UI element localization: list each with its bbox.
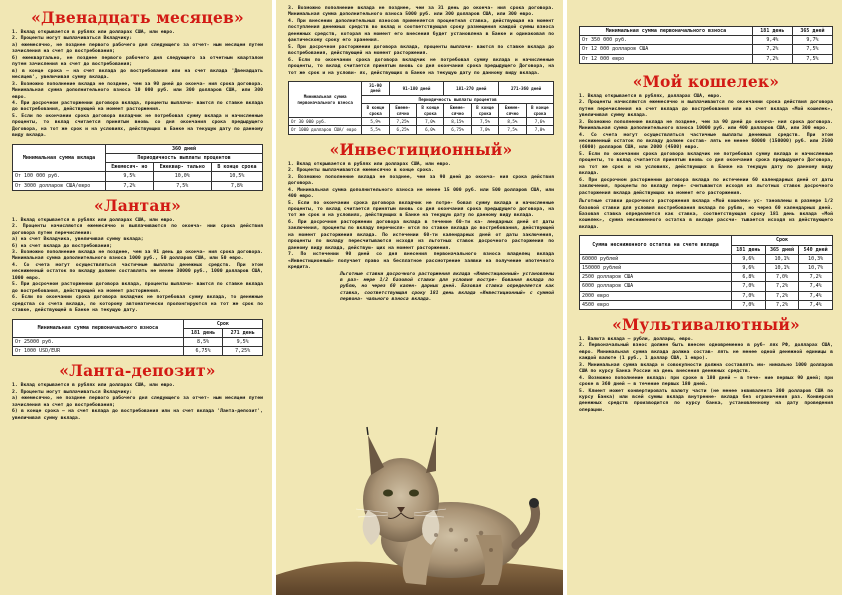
th-month: Ежеме- сячно [389, 104, 416, 118]
th-end: В конце срока [417, 104, 444, 118]
table-row: От 1000 долларов США/ евро 5,5% 6,25% 6,0% 6,75% 7,0% 7,5% 7,0% [289, 126, 554, 134]
rates-table-dvenadtsat [12, 144, 263, 191]
th-quarterly: Ежеквар- тально [153, 163, 211, 172]
th-month: Ежеме- сячно [444, 104, 471, 118]
section-text-lanta-depozit-cont: 3. Возможно пополнение вклада не позднее, чем за 31 день до оконча- ния срока договора. Минимальная сумма дополнительного взноса 5000 руб. или 300 долларов США, или 300 евро. 4. При внесении дополнительных взносов применяется процентная ставка, действующая на момент поступления денежных средств во вклад и соответствующая сроку размещения каждой суммы взноса денежных средств, которая на момент его внесения будет установлена в Банке и одинаковая по фактическому сроку его хранения. 5. При досрочном расторжении договора вклада, проценты выплачи- ваются по ставке вклада до востребования, действующей на момент расторжения. 6. Если по окончании срока договора вкладчик не потребовал сумму вклада и начисленные проценты, то вклад считается принятым вновь со дня окончания срока предыдущего Договора, на тот же срок и на услови- ях, действующих в Банке на текущую дату по данному виду вклада. [288, 6, 554, 76]
th-term: Срок [183, 319, 262, 328]
th-365: 365 дней [792, 27, 832, 36]
table-row: От 25000 руб. 8,5% 9,5% [13, 337, 263, 346]
section-text-multi: 1. Валюта вклада — рубли, доллары, евро. 2. Первоначальный взнос должен быть внесен одновременно в руб- лях РФ, долларах США, евро. Минимальная сумма вклада должна состав- лять не менее одной денежной единицы в каждой валюте (1 руб., 1 доллар США, 1 евро). 3. Минимальная сумма вклада и совокупности должна составлять ми- нимально 1000 долларов США по курсу Банка России на день внесения денежных средств. 4. Возможно пополнение вклада: при сроке в 180 дней — в тече- ние первых 90 дней; при сроке в 360 дней — в течение первых 180 дней. 5. Клиент может конвертировать валюту части (не менее эквивалента 300 долларов США по курсу Банка) или всей суммы вклада внутренне- вклада без ограничения раз. Конверсия денежных средств производится по курсу банка, установленному на дату проведения операции. [579, 336, 833, 413]
section-title-dvenadtsat: «Двенадцать месяцев» [31, 8, 244, 27]
section-note-koshelek: Льготные ставки досрочного расторжения вклада «Мой кошелек» ус- тановлены в размере 1/2 базовой ставки для условия востребования вклада по рублю, но через 60 календарных дней. Базовая ставка определяется как ставка, соответствующая сроку 181 день вклада «Мой кошелек», сумма несниженного остатка в вкладе рассчи- тывается исходя из действующего вклада. [579, 199, 833, 230]
th-181: 181 день [732, 245, 766, 254]
section-title-invest: «Инвестиционный» [329, 139, 513, 159]
rates-table-koshelek [579, 235, 833, 310]
th-order: Периодичность выплаты процентов [106, 153, 263, 162]
table-row: От 1000 USD/EUR 6,75% 7,25% [13, 347, 263, 356]
th-181: 181 день [183, 328, 223, 337]
th-min-sum: Минимальная сумма первоначального взноса [580, 27, 753, 36]
th-month: Ежеме- сячно [499, 104, 526, 118]
th-91-180: 91-180 дней [389, 81, 444, 95]
th-181-270: 181-270 дней [444, 81, 499, 95]
th-271: 271 день [223, 328, 263, 337]
th-365: 365 дней [765, 245, 799, 254]
th-min-sum: Минимальная сумма вклада [13, 144, 106, 172]
table-row: 2000 евро 7,0% 7,2% 7,4% [580, 291, 833, 300]
column-middle [276, 0, 567, 595]
th-term: Срок [732, 236, 833, 245]
th-end: В конце срока [471, 104, 498, 118]
section-text-invest: 1. Вклад открывается в рублях или долларах США, или евро. 2. Проценты выплачиваются ежемесячно в конце срока. 3. Возможно пополнение вклада не позднее, чем за 90 дней до оконча- ния срока действия договора. 4. Минимальная сумма дополнительного взноса не менее 15 000 руб. или 500 долларов США, или 400 евро. 5. Если по окончании срока договора вкладчик не потре- бовал сумму вклада и начисленные проценты, то вклад считается принятым вновь со дня окончания срока предыдущего договора, на тот же срок и на условиях, действующих в Банке на текущую дату по данному виду вклада. 6. При досрочном расторжении договора вклада в течение 60-ти ка- лендарных дней от даты заключения, проценты по вкладу перечисля- ются по ставке вклада до востребования, действующей на момент расторжения вклада. По истечении 60-ти календарных дней от даты заключения, проценты по вкладу пересчитываются исходя из льготных ставок досрочного расторжения по данному виду вклада, действую- щих на момент расторжения. 7. По истечении 90 дней со дня внесения первоначального взноса владелец вклада «Инвестиционный» получает право на бесплатное рассмотрение заявки на получение ипотечного кредита. [288, 161, 554, 271]
table-row: От 100 000 руб. 9,5% 10,0% 10,5% [13, 172, 263, 181]
th-end: В конце срока [526, 104, 553, 118]
column-left [0, 0, 276, 595]
th-min-sum: Минимальная сумма первоначального взноса [13, 319, 184, 337]
table-row: 6000 долларов США 7,0% 7,2% 7,4% [580, 282, 833, 291]
column-right [567, 0, 842, 595]
th-181: 181 день [752, 27, 792, 36]
section-note-invest: Льготные ставки досрочного расторжения вклада «Инвестиционный» установлены в раз- мере 1/2 базовой ставки для условия востре- бования вклада по рублю, но через 60 кален- дарных дней. Базовая ставка определяется как ставка, соответствующая сроку 181 день вклада «Инвестиционный» с суммой первона- чального взноса вклада. [340, 271, 554, 303]
table-row: От 30 000 руб. 5,9% 7,25% 7,0% 8,15% 7,5% 8,5% 7,6% [289, 118, 554, 126]
th-monthly: Ежемесяч- но [106, 163, 154, 172]
th-end: В конце срока [211, 163, 262, 172]
th-days: 360 дней [106, 144, 263, 153]
rates-table-invest [579, 26, 833, 64]
rates-table-lantan [12, 319, 263, 357]
th-31-90: 31-90 дней [362, 81, 389, 95]
th-271-360: 271-360 дней [499, 81, 554, 95]
section-title-lanta-depozit: «Ланта-депозит» [59, 361, 216, 381]
section-title-multi: «Мультивалютный» [612, 314, 800, 334]
section-text-koshelek: 1. Вклад открывается в рублях, долларах США, евро. 2. Проценты начисляются ежемесячно и выплачиваются по окончании срока действия договора путем перечисления на счет вклада до востребования или на счет вклада «Мой кошелек», увеличивая сумму вклада. 3. Возможно пополнение вклада не позднее, чем за 90 дней до оконча- ния срока договора. Минимальная сумма дополнительного взноса 10000 руб. или 400 долларов США, или 300 евро. 4. Со счета могут осуществляться частичные выплаты денежных средств. При этом несниженный остаток по вкладу должен состав- лять не менее 60000 (150000) руб. или 2500 (6000) долларов США, или 2000 (4500) евро. 5. Если по окончании срока договора вкладчик не потребовал сумму вклада и начисленные проценты, то вклад считается принятым вновь со дня окончания срока предыдущего Договора, на тот же срок и на условиях, действующих в Банке на текущую дату по данному виду вклада. 6. При досрочном расторжении договора вклада по истечении 60 календарных дней от даты заключения, проценты по вкладу пере- считываются исходя из льготных ставок досрочного расторжения вклада действующих на момент его расторжения. [579, 93, 833, 196]
table-row: От 350 000 руб. 9,4% 9,7% [580, 36, 833, 45]
section-title-koshelek: «Мой кошелек» [632, 71, 780, 91]
rates-table-lanta-depozit [288, 81, 554, 135]
section-text-lanta-depozit: 1. Вклад открывается в рублях или долларах США, или евро. 2. Проценты могут выплачиваться Вкладчику: а) ежемесячно, не позднее первого рабочего дня следующего за отчет- ным месяцем путем зачисления на счет до востребования; б) в конце срока — на счет вклада до востребования или на счет вклада 'Ланта-депозит', увеличивая сумму вклада. [12, 383, 263, 421]
th-min-sum: Минимальная сумма первоначального взноса [289, 81, 362, 117]
section-title-lantan: «Лантан» [93, 195, 182, 215]
table-row: От 3000 долларов США/евро 7,2% 7,5% 7,8% [13, 181, 263, 190]
table-row: 2500 долларов США 6,8% 7,0% 7,2% [580, 273, 833, 282]
table-row: От 12 000 евро 7,2% 7,5% [580, 54, 833, 63]
th-end: В конце срока [362, 104, 389, 118]
th-order: Периодичность выплаты процентов [362, 95, 554, 103]
section-text-dvenadtsat: 1. Вклад открывается в рублях или долларах США, или евро. 2. Проценты могут выплачиваться Вкладчику: а) ежемесячно, не позднее первого рабочего дня следующего за отчет- ным месяцем путем зачисления на счет до востребования; б) ежеквартально, не позднее первого рабочего дня следующего за отчетным кварталом путем зачисления на счет до востребования; в) в конце срока — на счет вклада до востребования или на счет вклада 'Двенадцать месяцев', увеличивая сумму вклада. 3. Возможно пополнение вклада не позднее, чем за 90 дней до оконча- ния срока договора. Минимальная сумма дополнительного взноса 10 000 руб. или 300 долларов США, или 300 евро. 4. При досрочном расторжении договора вклада, проценты выплачи- ваются по ставке вклада до востребования, действующей на момент расторжения. 5. Если по окончании срока договора вкладчик не потребовал сумму вклада и начисленные проценты, то вклад считается принятым вновь со дня окончания срока предыдущего Договора, на тот же срок и на условиях, действующих в Банке на текущую дату по данному виду вклада. [12, 30, 263, 139]
section-text-lantan: 1. Вклад открывается в рублях или долларах США, или евро. 2. Проценты начисляются ежемесячно и выплачиваются по оконча- нии срока действия договора путем перечисления: а) на счет Вкладчика, увеличивая сумму вклада; б) на счет вклада до востребования; 3. Возможно пополнение вклада не позднее, чем за 91 день до оконча- ния срока договора. Минимальная сумма дополнительного взноса 1000 руб., 50 долларов США, или 50 евро. 4. Со счета могут осуществляться частичные выплаты денежных средств. При этом несниженный остаток по вкладу должен составлять не менее 30000 руб., 1000 долларов США, 1000 евро. 5. При досрочном расторжении договора вклада, проценты выплачи- ваются по ставке вклада до востребования, действующей на момент расторжения. 6. Если по окончании срока договора вкладчик не потребовал сумму вклада, то денежные средства со счета вклада, по которому автоматически пролонгируются на тот же срок по ставке, действующей в Банке на текущую дату. [12, 217, 263, 314]
table-row: 60000 рублей 9,6% 10,1% 10,3% [580, 254, 833, 263]
lynx-image [276, 405, 563, 595]
table-row: От 12 000 долларов США 7,2% 7,5% [580, 45, 833, 54]
lynx-illustration [276, 405, 563, 595]
th-min-sum: Сумма несниженного остатка на счете вклада [580, 236, 732, 254]
table-row: 4500 евро 7,0% 7,2% 7,4% [580, 300, 833, 309]
table-row: 150000 рублей 9,6% 10,1% 10,7% [580, 263, 833, 272]
th-540: 540 дней [799, 245, 833, 254]
